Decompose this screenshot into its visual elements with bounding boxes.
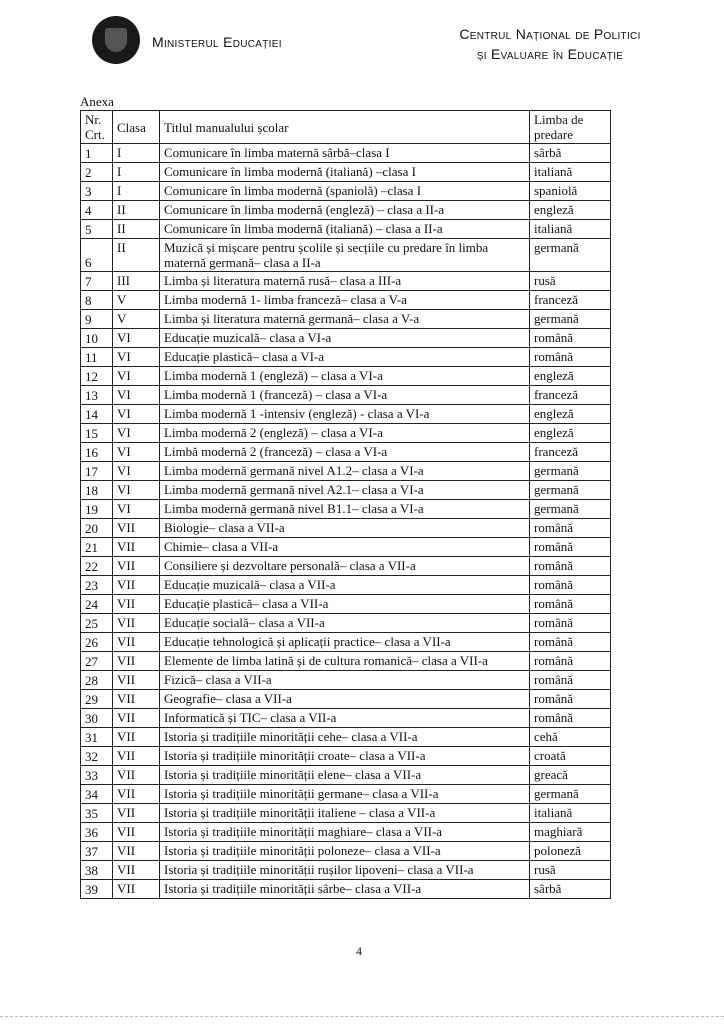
row-number: 39 bbox=[81, 880, 113, 899]
row-class: I bbox=[113, 163, 160, 182]
row-title: Muzică și mișcare pentru școlile și secțiile cu predare în limba maternă germană– clasa a II-a bbox=[160, 239, 530, 272]
header-title: Titlul manualului școlar bbox=[160, 111, 530, 144]
row-class: VI bbox=[113, 481, 160, 500]
row-title: Istoria și tradițiile minorității rușilor lipoveni– clasa a VII-a bbox=[160, 861, 530, 880]
row-class: VII bbox=[113, 747, 160, 766]
row-title: Elemente de limba latină și de cultura romanică– clasa a VII-a bbox=[160, 652, 530, 671]
row-number: 27 bbox=[81, 652, 113, 671]
row-number: 33 bbox=[81, 766, 113, 785]
row-title: Limba modernă germană nivel A2.1– clasa a VI-a bbox=[160, 481, 530, 500]
row-number: 25 bbox=[81, 614, 113, 633]
table-row bbox=[81, 804, 611, 823]
row-number: 31 bbox=[81, 728, 113, 747]
table-row bbox=[81, 462, 611, 481]
textbook-table bbox=[80, 110, 611, 899]
center-name-line2: și Evaluare în Educație bbox=[476, 46, 624, 62]
table-row bbox=[81, 671, 611, 690]
row-language: engleză bbox=[530, 367, 611, 386]
row-title: Educație plastică– clasa a VII-a bbox=[160, 595, 530, 614]
row-title: Istoria și tradițiile minorității sârbe– clasa a VII-a bbox=[160, 880, 530, 899]
row-number: 13 bbox=[81, 386, 113, 405]
row-class: VII bbox=[113, 595, 160, 614]
row-title: Istoria și tradițiile minorității germane– clasa a VII-a bbox=[160, 785, 530, 804]
row-language: spaniolă bbox=[530, 182, 611, 201]
row-language: germană bbox=[530, 239, 611, 272]
table-row bbox=[81, 728, 611, 747]
table-row bbox=[81, 652, 611, 671]
table-row bbox=[81, 367, 611, 386]
row-class: VII bbox=[113, 880, 160, 899]
row-language: română bbox=[530, 576, 611, 595]
row-title: Geografie– clasa a VII-a bbox=[160, 690, 530, 709]
row-number: 16 bbox=[81, 443, 113, 462]
row-class: VII bbox=[113, 614, 160, 633]
row-title: Educație muzicală– clasa a VII-a bbox=[160, 576, 530, 595]
row-title: Consiliere și dezvoltare personală– clasa a VII-a bbox=[160, 557, 530, 576]
table-row bbox=[81, 481, 611, 500]
row-language: sârbă bbox=[530, 144, 611, 163]
row-language: română bbox=[530, 652, 611, 671]
table-row bbox=[81, 182, 611, 201]
row-class: III bbox=[113, 272, 160, 291]
row-language: română bbox=[530, 633, 611, 652]
row-number: 3 bbox=[81, 182, 113, 201]
header-nr: Nr. Crt. bbox=[81, 111, 113, 144]
row-language: română bbox=[530, 348, 611, 367]
row-title: Fizică– clasa a VII-a bbox=[160, 671, 530, 690]
row-title: Comunicare în limba modernă (spaniolă) –clasa I bbox=[160, 182, 530, 201]
row-class: VII bbox=[113, 652, 160, 671]
row-language: română bbox=[530, 519, 611, 538]
row-class: VI bbox=[113, 386, 160, 405]
row-language: engleză bbox=[530, 424, 611, 443]
row-class: VI bbox=[113, 367, 160, 386]
row-title: Limba modernă 1 (engleză) – clasa a VI-a bbox=[160, 367, 530, 386]
table-row bbox=[81, 614, 611, 633]
table-row bbox=[81, 519, 611, 538]
row-number: 15 bbox=[81, 424, 113, 443]
row-number: 36 bbox=[81, 823, 113, 842]
row-title: Istoria și tradițiile minorității croate– clasa a VII-a bbox=[160, 747, 530, 766]
center-name bbox=[430, 24, 670, 64]
row-class: VII bbox=[113, 842, 160, 861]
row-title: Limbă modernă 2 (franceză) – clasa a VI-a bbox=[160, 443, 530, 462]
table-header-row bbox=[81, 111, 611, 144]
row-class: II bbox=[113, 201, 160, 220]
row-class: II bbox=[113, 220, 160, 239]
row-language: germană bbox=[530, 500, 611, 519]
table-row bbox=[81, 144, 611, 163]
row-title: Biologie– clasa a VII-a bbox=[160, 519, 530, 538]
row-number: 29 bbox=[81, 690, 113, 709]
row-number: 23 bbox=[81, 576, 113, 595]
row-language: italiană bbox=[530, 220, 611, 239]
row-class: VII bbox=[113, 557, 160, 576]
row-class: VII bbox=[113, 785, 160, 804]
center-name-line1: Centrul Național de Politici bbox=[459, 26, 641, 42]
row-title: Limba modernă 1- limba franceză– clasa a V-a bbox=[160, 291, 530, 310]
table-row bbox=[81, 576, 611, 595]
table-row bbox=[81, 633, 611, 652]
row-class: V bbox=[113, 310, 160, 329]
page-number: 4 bbox=[356, 944, 362, 958]
header-clasa: Clasa bbox=[113, 111, 160, 144]
row-number: 14 bbox=[81, 405, 113, 424]
row-class: I bbox=[113, 144, 160, 163]
row-number: 34 bbox=[81, 785, 113, 804]
row-language: română bbox=[530, 538, 611, 557]
table-row bbox=[81, 348, 611, 367]
row-language: sârbă bbox=[530, 880, 611, 899]
row-number: 38 bbox=[81, 861, 113, 880]
row-language: cehă bbox=[530, 728, 611, 747]
row-class: II bbox=[113, 239, 160, 272]
header-language: Limba de predare bbox=[530, 111, 611, 144]
row-number: 12 bbox=[81, 367, 113, 386]
row-title: Comunicare în limba modernă (italiană) –clasa I bbox=[160, 163, 530, 182]
row-class: VI bbox=[113, 329, 160, 348]
row-title: Limba modernă germană nivel A1.2– clasa a VI-a bbox=[160, 462, 530, 481]
row-number: 4 bbox=[81, 201, 113, 220]
row-title: Chimie– clasa a VII-a bbox=[160, 538, 530, 557]
row-title: Limba modernă 1 -intensiv (engleză) - clasa a VI-a bbox=[160, 405, 530, 424]
row-language: engleză bbox=[530, 405, 611, 424]
row-number: 1 bbox=[81, 144, 113, 163]
row-title: Limba și literatura maternă rusă– clasa a III-a bbox=[160, 272, 530, 291]
row-title: Comunicare în limba modernă (italiană) – clasa a II-a bbox=[160, 220, 530, 239]
row-language: germană bbox=[530, 462, 611, 481]
table-row bbox=[81, 310, 611, 329]
row-language: franceză bbox=[530, 291, 611, 310]
row-language: română bbox=[530, 671, 611, 690]
row-class: VII bbox=[113, 804, 160, 823]
row-language: rusă bbox=[530, 861, 611, 880]
row-number: 35 bbox=[81, 804, 113, 823]
table-row bbox=[81, 766, 611, 785]
row-title: Istoria și tradițiile minorității italiene – clasa a VII-a bbox=[160, 804, 530, 823]
annex-label: Anexa bbox=[80, 94, 114, 109]
row-number: 20 bbox=[81, 519, 113, 538]
table-row bbox=[81, 747, 611, 766]
row-class: VII bbox=[113, 633, 160, 652]
row-title: Educație tehnologică și aplicații practice– clasa a VII-a bbox=[160, 633, 530, 652]
row-number: 10 bbox=[81, 329, 113, 348]
row-title: Comunicare în limba modernă (engleză) – clasa a II-a bbox=[160, 201, 530, 220]
row-class: VI bbox=[113, 500, 160, 519]
table-row bbox=[81, 595, 611, 614]
row-language: română bbox=[530, 595, 611, 614]
row-number: 18 bbox=[81, 481, 113, 500]
row-number: 22 bbox=[81, 557, 113, 576]
row-class: VII bbox=[113, 576, 160, 595]
row-language: croată bbox=[530, 747, 611, 766]
table-row bbox=[81, 386, 611, 405]
row-title: Informatică și TIC– clasa a VII-a bbox=[160, 709, 530, 728]
row-title: Comunicare în limba maternă sârbă–clasa I bbox=[160, 144, 530, 163]
table-row bbox=[81, 709, 611, 728]
row-number: 26 bbox=[81, 633, 113, 652]
table-row bbox=[81, 861, 611, 880]
row-number: 24 bbox=[81, 595, 113, 614]
row-title: Educație muzicală– clasa a VI-a bbox=[160, 329, 530, 348]
row-class: VI bbox=[113, 405, 160, 424]
table-row bbox=[81, 690, 611, 709]
row-class: VII bbox=[113, 728, 160, 747]
table-row bbox=[81, 220, 611, 239]
row-language: maghiară bbox=[530, 823, 611, 842]
row-language: română bbox=[530, 690, 611, 709]
row-class: VII bbox=[113, 823, 160, 842]
row-title: Limba modernă 2 (engleză) – clasa a VI-a bbox=[160, 424, 530, 443]
ministry-name: Ministerul Educației bbox=[152, 34, 282, 50]
table-row bbox=[81, 842, 611, 861]
row-number: 9 bbox=[81, 310, 113, 329]
table-row bbox=[81, 557, 611, 576]
row-class: VII bbox=[113, 766, 160, 785]
row-title: Limba modernă germană nivel B1.1– clasa a VI-a bbox=[160, 500, 530, 519]
row-number: 11 bbox=[81, 348, 113, 367]
table-row bbox=[81, 823, 611, 842]
row-language: engleză bbox=[530, 201, 611, 220]
footer-divider bbox=[0, 1016, 724, 1017]
table-row bbox=[81, 163, 611, 182]
row-number: 5 bbox=[81, 220, 113, 239]
row-class: VII bbox=[113, 861, 160, 880]
row-title: Istoria și tradițiile minorității cehe– clasa a VII-a bbox=[160, 728, 530, 747]
row-language: germană bbox=[530, 310, 611, 329]
row-class: VII bbox=[113, 519, 160, 538]
table-row bbox=[81, 405, 611, 424]
row-class: VII bbox=[113, 690, 160, 709]
row-language: italiană bbox=[530, 804, 611, 823]
ministry-seal-logo bbox=[92, 16, 140, 64]
row-language: franceză bbox=[530, 386, 611, 405]
table-row bbox=[81, 880, 611, 899]
row-number: 7 bbox=[81, 272, 113, 291]
row-class: VII bbox=[113, 671, 160, 690]
table-row bbox=[81, 500, 611, 519]
row-class: VI bbox=[113, 443, 160, 462]
row-title: Limba modernă 1 (franceză) – clasa a VI-a bbox=[160, 386, 530, 405]
table-row bbox=[81, 201, 611, 220]
table-row bbox=[81, 272, 611, 291]
row-number: 19 bbox=[81, 500, 113, 519]
row-number: 17 bbox=[81, 462, 113, 481]
row-language: italiană bbox=[530, 163, 611, 182]
row-number: 2 bbox=[81, 163, 113, 182]
row-language: greacă bbox=[530, 766, 611, 785]
row-title: Istoria și tradițiile minorității maghiare– clasa a VII-a bbox=[160, 823, 530, 842]
row-number: 37 bbox=[81, 842, 113, 861]
row-language: poloneză bbox=[530, 842, 611, 861]
row-class: VII bbox=[113, 709, 160, 728]
row-number: 21 bbox=[81, 538, 113, 557]
table-row bbox=[81, 538, 611, 557]
row-title: Istoria și tradițiile minorității poloneze– clasa a VII-a bbox=[160, 842, 530, 861]
row-number: 32 bbox=[81, 747, 113, 766]
row-title: Istoria și tradițiile minorității elene– clasa a VII-a bbox=[160, 766, 530, 785]
row-language: germană bbox=[530, 481, 611, 500]
table-row bbox=[81, 291, 611, 310]
row-class: VI bbox=[113, 424, 160, 443]
row-class: VI bbox=[113, 348, 160, 367]
row-number: 28 bbox=[81, 671, 113, 690]
table-row bbox=[81, 329, 611, 348]
row-language: rusă bbox=[530, 272, 611, 291]
row-language: română bbox=[530, 329, 611, 348]
row-language: română bbox=[530, 557, 611, 576]
row-language: română bbox=[530, 709, 611, 728]
table-row bbox=[81, 239, 611, 272]
row-title: Educație socială– clasa a VII-a bbox=[160, 614, 530, 633]
table-row bbox=[81, 785, 611, 804]
row-language: română bbox=[530, 614, 611, 633]
row-number: 30 bbox=[81, 709, 113, 728]
row-language: franceză bbox=[530, 443, 611, 462]
row-title: Limba și literatura maternă germană– clasa a V-a bbox=[160, 310, 530, 329]
row-class: V bbox=[113, 291, 160, 310]
row-class: I bbox=[113, 182, 160, 201]
table-row bbox=[81, 443, 611, 462]
row-number: 8 bbox=[81, 291, 113, 310]
row-class: VI bbox=[113, 462, 160, 481]
row-title: Educație plastică– clasa a VI-a bbox=[160, 348, 530, 367]
row-language: germană bbox=[530, 785, 611, 804]
row-class: VII bbox=[113, 538, 160, 557]
table-row bbox=[81, 424, 611, 443]
row-number: 6 bbox=[81, 239, 113, 272]
